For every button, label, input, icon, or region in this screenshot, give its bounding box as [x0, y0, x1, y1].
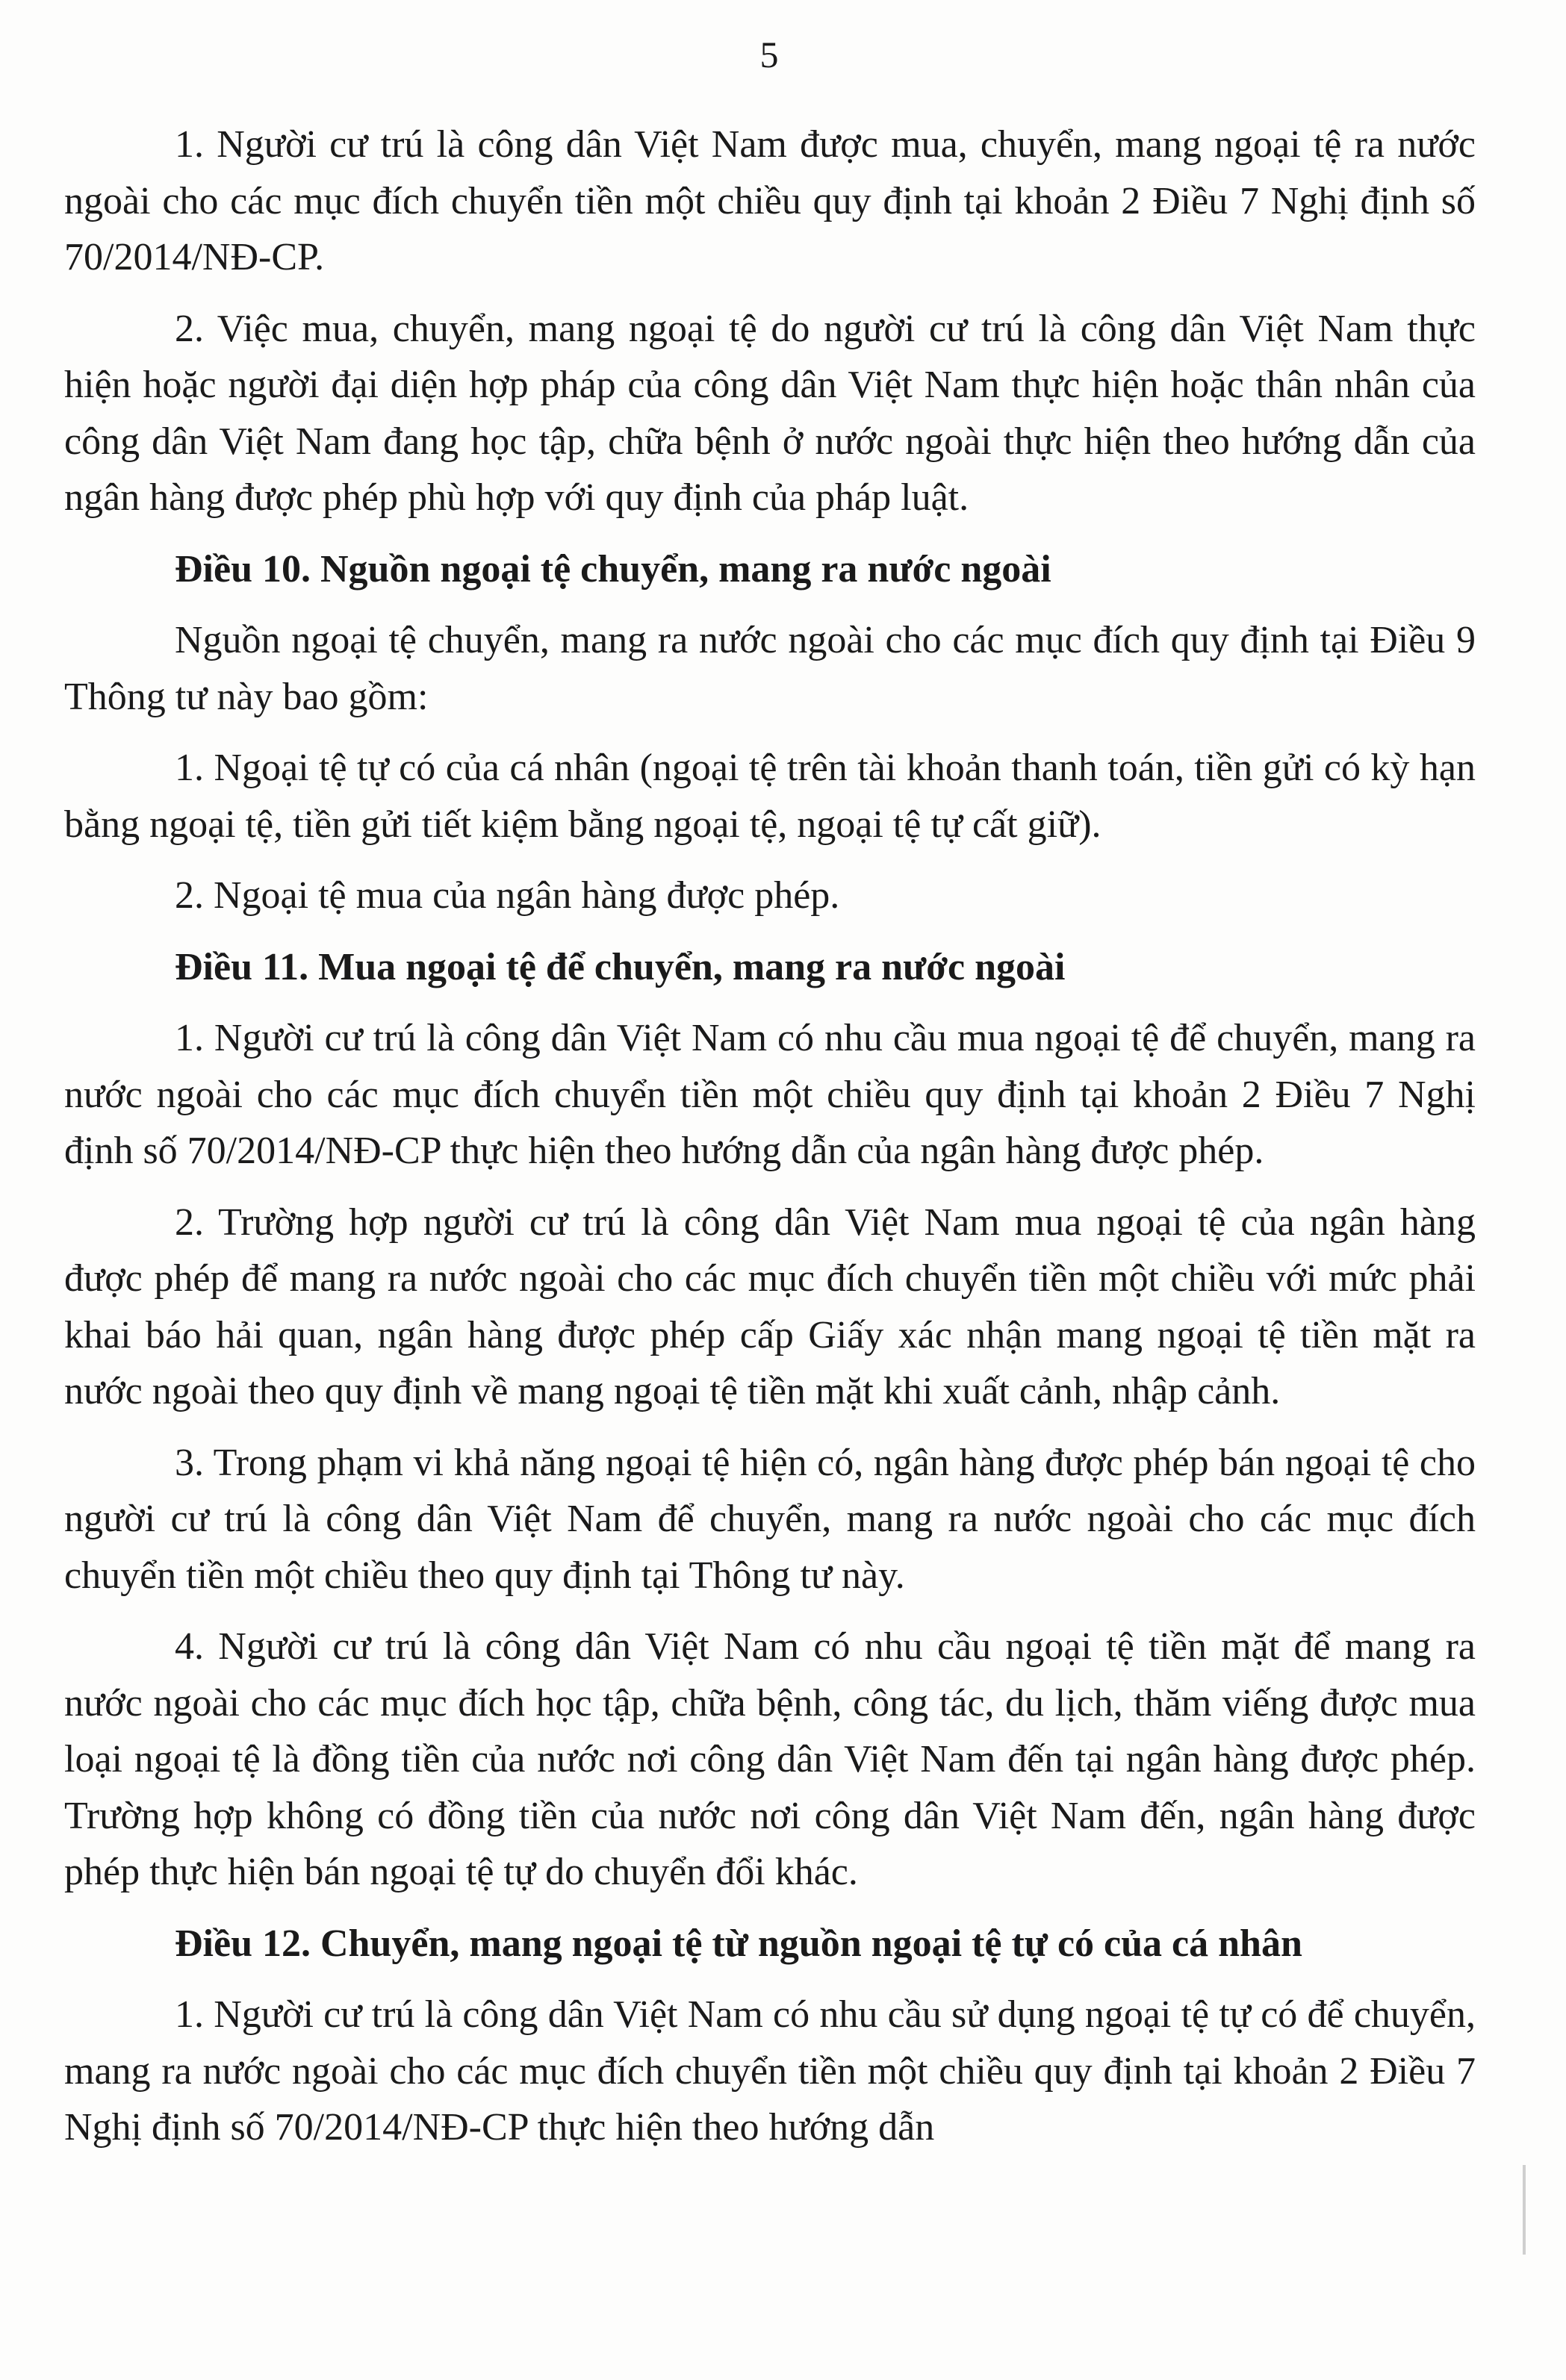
- paragraph: 1. Người cư trú là công dân Việt Nam có nhu cầu mua ngoại tệ để chuyển, mang ra nước ngoài cho các mục đích chuyển tiền một chiều quy định tại khoản 2 Điều 7 Nghị định số 70/2014/NĐ-CP thực hiện theo hướng dẫn của ngân hàng được phép.: [64, 1017, 1476, 1172]
- paragraph: Nguồn ngoại tệ chuyển, mang ra nước ngoài cho các mục đích quy định tại Điều 9 Thông tư này bao gồm:: [64, 619, 1476, 718]
- article-heading: Điều 12. Chuyển, mang ngoại tệ từ nguồn ngoại tệ tự có của cá nhân: [175, 1922, 1302, 1965]
- document-body: [64, 116, 1476, 2171]
- paragraph: 2. Ngoại tệ mua của ngân hàng được phép.: [175, 874, 840, 917]
- scan-edge-mark: [1523, 2165, 1526, 2255]
- paragraph: 1. Người cư trú là công dân Việt Nam có nhu cầu sử dụng ngoại tệ tự có để chuyển, mang ra nước ngoài cho các mục đích chuyển tiền một chiều quy định tại khoản 2 Điều 7 Nghị định số 70/2014/NĐ-CP thực hiện theo hướng dẫn: [64, 1993, 1476, 2149]
- paragraph: 1. Người cư trú là công dân Việt Nam được mua, chuyển, mang ngoại tệ ra nước ngoài cho các mục đích chuyển tiền một chiều quy định tại khoản 2 Điều 7 Nghị định số 70/2014/NĐ-CP.: [64, 123, 1476, 278]
- article-heading: Điều 10. Nguồn ngoại tệ chuyển, mang ra nước ngoài: [175, 547, 1051, 591]
- paragraph: 4. Người cư trú là công dân Việt Nam có nhu cầu ngoại tệ tiền mặt để mang ra nước ngoài cho các mục đích học tập, chữa bệnh, công tác, du lịch, thăm viếng được mua loại ngoại tệ là đồng tiền của nước nơi công dân Việt Nam đến tại ngân hàng được phép. Trường hợp không có đồng tiền của nước nơi công dân Việt Nam đến, ngân hàng được phép thực hiện bán ngoại tệ tự do chuyển đổi khác.: [64, 1625, 1476, 1893]
- paragraph: 1. Ngoại tệ tự có của cá nhân (ngoại tệ trên tài khoản thanh toán, tiền gửi có kỳ hạn bằng ngoại tệ, tiền gửi tiết kiệm bằng ngoại tệ, ngoại tệ tự cất giữ).: [64, 747, 1476, 846]
- page-number: 5: [759, 34, 779, 75]
- paragraph: 3. Trong phạm vi khả năng ngoại tệ hiện có, ngân hàng được phép bán ngoại tệ cho người cư trú là công dân Việt Nam để chuyển, mang ra nước ngoài cho các mục đích chuyển tiền một chiều theo quy định tại Thông tư này.: [64, 1441, 1476, 1597]
- paragraph: 2. Việc mua, chuyển, mang ngoại tệ do người cư trú là công dân Việt Nam thực hiện hoặc người đại diện hợp pháp của công dân Việt Nam thực hiện hoặc thân nhân của công dân Việt Nam đang học tập, chữa bệnh ở nước ngoài thực hiện theo hướng dẫn của ngân hàng được phép phù hợp với quy định của pháp luật.: [64, 307, 1476, 519]
- article-heading: Điều 11. Mua ngoại tệ để chuyển, mang ra nước ngoài: [175, 945, 1066, 988]
- paragraph: 2. Trường hợp người cư trú là công dân Việt Nam mua ngoại tệ của ngân hàng được phép để mang ra nước ngoài cho các mục đích chuyển tiền một chiều với mức phải khai báo hải quan, ngân hàng được phép cấp Giấy xác nhận mang ngoại tệ tiền mặt ra nước ngoài theo quy định về mang ngoại tệ tiền mặt khi xuất cảnh, nhập cảnh.: [64, 1200, 1476, 1412]
